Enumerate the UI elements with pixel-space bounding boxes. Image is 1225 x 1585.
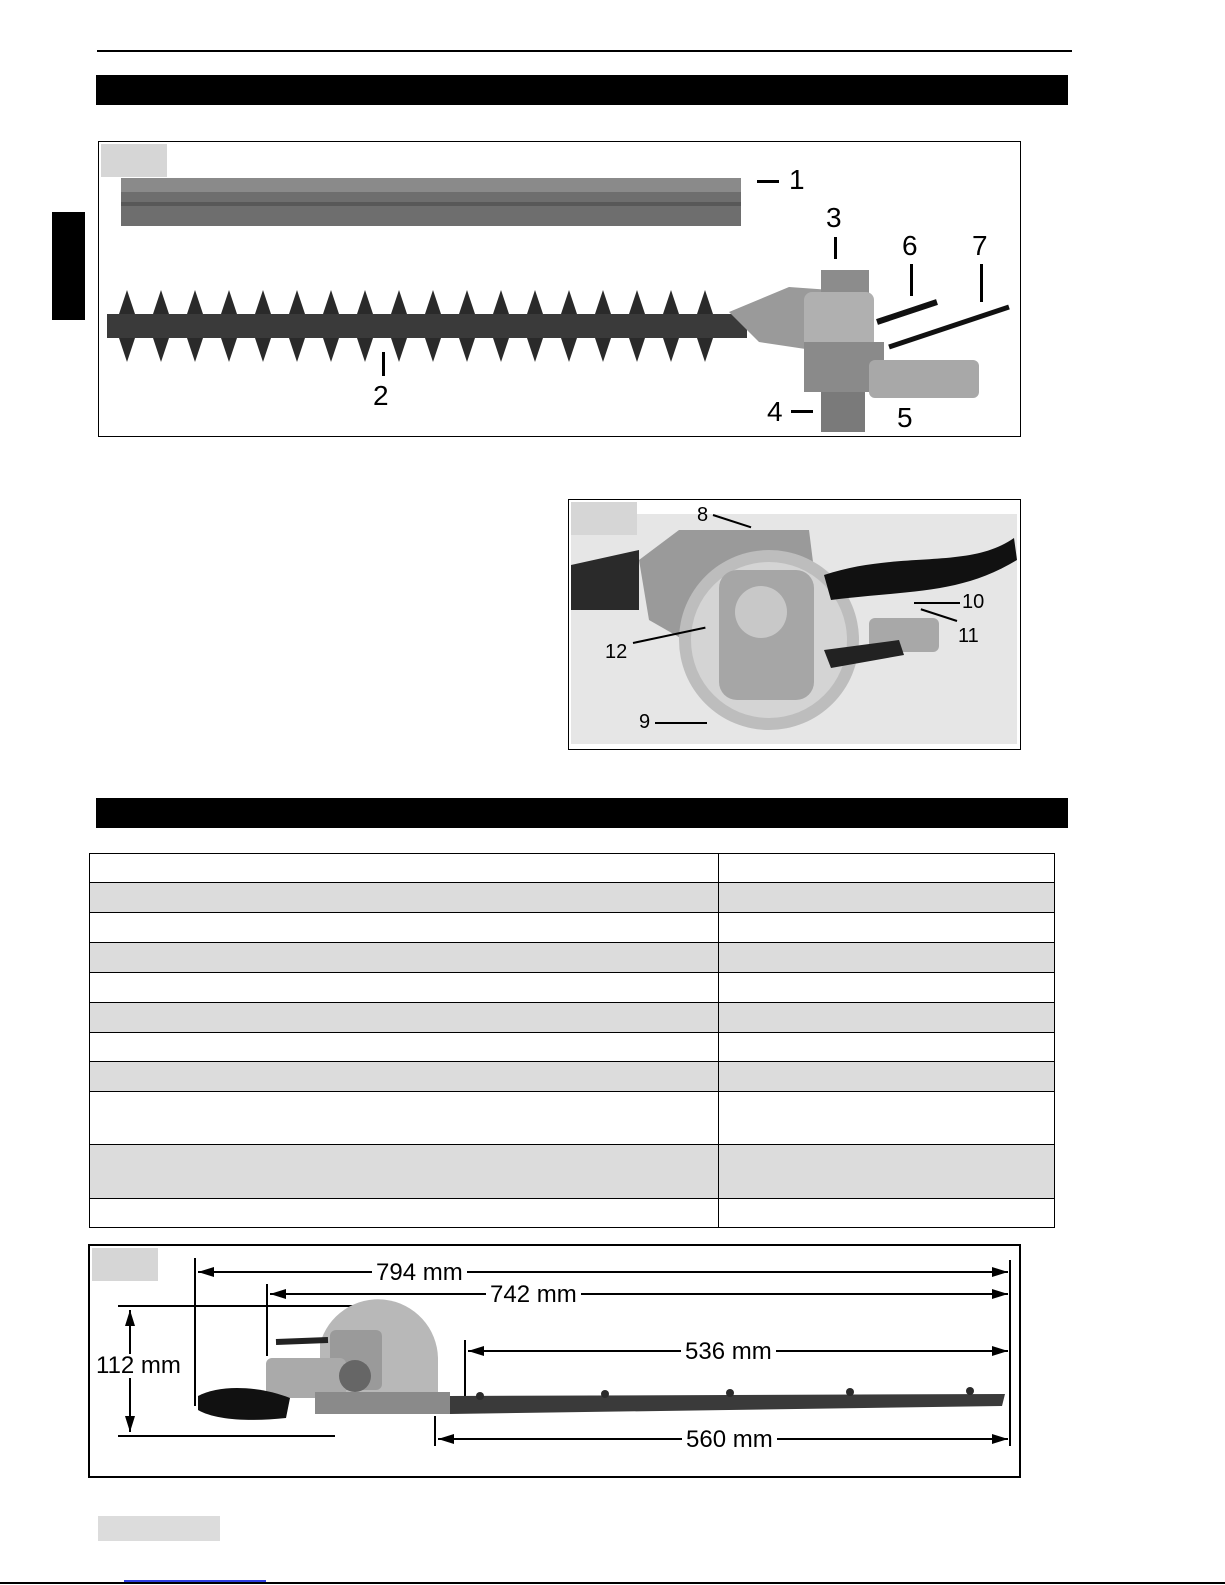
- dimension-housing-to-tip: 742 mm: [486, 1283, 581, 1307]
- callout-3: 3: [826, 202, 842, 233]
- gearbox-detail-drawing: [569, 500, 1019, 748]
- spec-label: [90, 883, 719, 913]
- callout-10-leader: [914, 602, 960, 604]
- spec-label: [90, 1199, 719, 1228]
- figure-2-label: [571, 502, 637, 535]
- callout-6-leader: [910, 264, 913, 296]
- spec-value: [719, 1003, 1055, 1033]
- callout-6: 6: [902, 230, 918, 261]
- spec-value: [719, 1062, 1055, 1092]
- figure-1-overview: [98, 141, 1021, 437]
- spec-value: [719, 1199, 1055, 1228]
- figure-2-gearbox-detail: [568, 499, 1021, 750]
- spec-value: [719, 913, 1055, 943]
- spec-value: [719, 943, 1055, 973]
- spec-value: [719, 1033, 1055, 1062]
- callout-9: 9: [639, 711, 651, 733]
- callout-4: 4: [767, 396, 783, 427]
- callout-7: 7: [972, 230, 988, 261]
- spec-label: [90, 1033, 719, 1062]
- dimension-blade-length: 560 mm: [682, 1428, 777, 1452]
- spec-label: [90, 943, 719, 973]
- spec-value: [719, 854, 1055, 883]
- dimension-height: 112 mm: [92, 1354, 185, 1378]
- callout-10: 10: [962, 591, 985, 613]
- callout-11: 11: [958, 625, 979, 647]
- callout-9-leader: [655, 722, 707, 724]
- spec-label: [90, 1145, 719, 1199]
- bottom-rule: [0, 1582, 1225, 1584]
- spec-label: [90, 913, 719, 943]
- top-rule: [97, 50, 1072, 52]
- callout-1: 1: [789, 164, 805, 195]
- specifications-table: [89, 853, 1055, 1228]
- figure-3-dimensions: [88, 1244, 1021, 1478]
- language-side-tab: [52, 212, 85, 320]
- spec-label: [90, 1003, 719, 1033]
- spec-value: [719, 973, 1055, 1003]
- callout-2: 2: [373, 380, 389, 411]
- callout-8: 8: [697, 504, 709, 526]
- spec-value: [719, 1092, 1055, 1145]
- dimension-overall-length: 794 mm: [372, 1261, 467, 1285]
- footer-page-box: [98, 1516, 220, 1541]
- callout-5: 5: [897, 402, 913, 433]
- callout-3-leader: [834, 237, 837, 259]
- spec-label: [90, 1062, 719, 1092]
- section-2-header-bar: [96, 798, 1068, 828]
- dimension-blade-cutting-length: 536 mm: [681, 1340, 776, 1364]
- section-1-header-bar: [96, 75, 1068, 105]
- callout-4-leader: [791, 410, 813, 413]
- callout-7-leader: [980, 264, 983, 302]
- callout-2-leader: [382, 352, 385, 376]
- spec-label: [90, 854, 719, 883]
- callout-1-leader: [757, 180, 779, 183]
- spec-value: [719, 883, 1055, 913]
- spec-label: [90, 973, 719, 1003]
- hedge-trimmer-parts-drawing: [99, 142, 1019, 435]
- spec-label: [90, 1092, 719, 1145]
- spec-value: [719, 1145, 1055, 1199]
- callout-12: 12: [605, 641, 628, 663]
